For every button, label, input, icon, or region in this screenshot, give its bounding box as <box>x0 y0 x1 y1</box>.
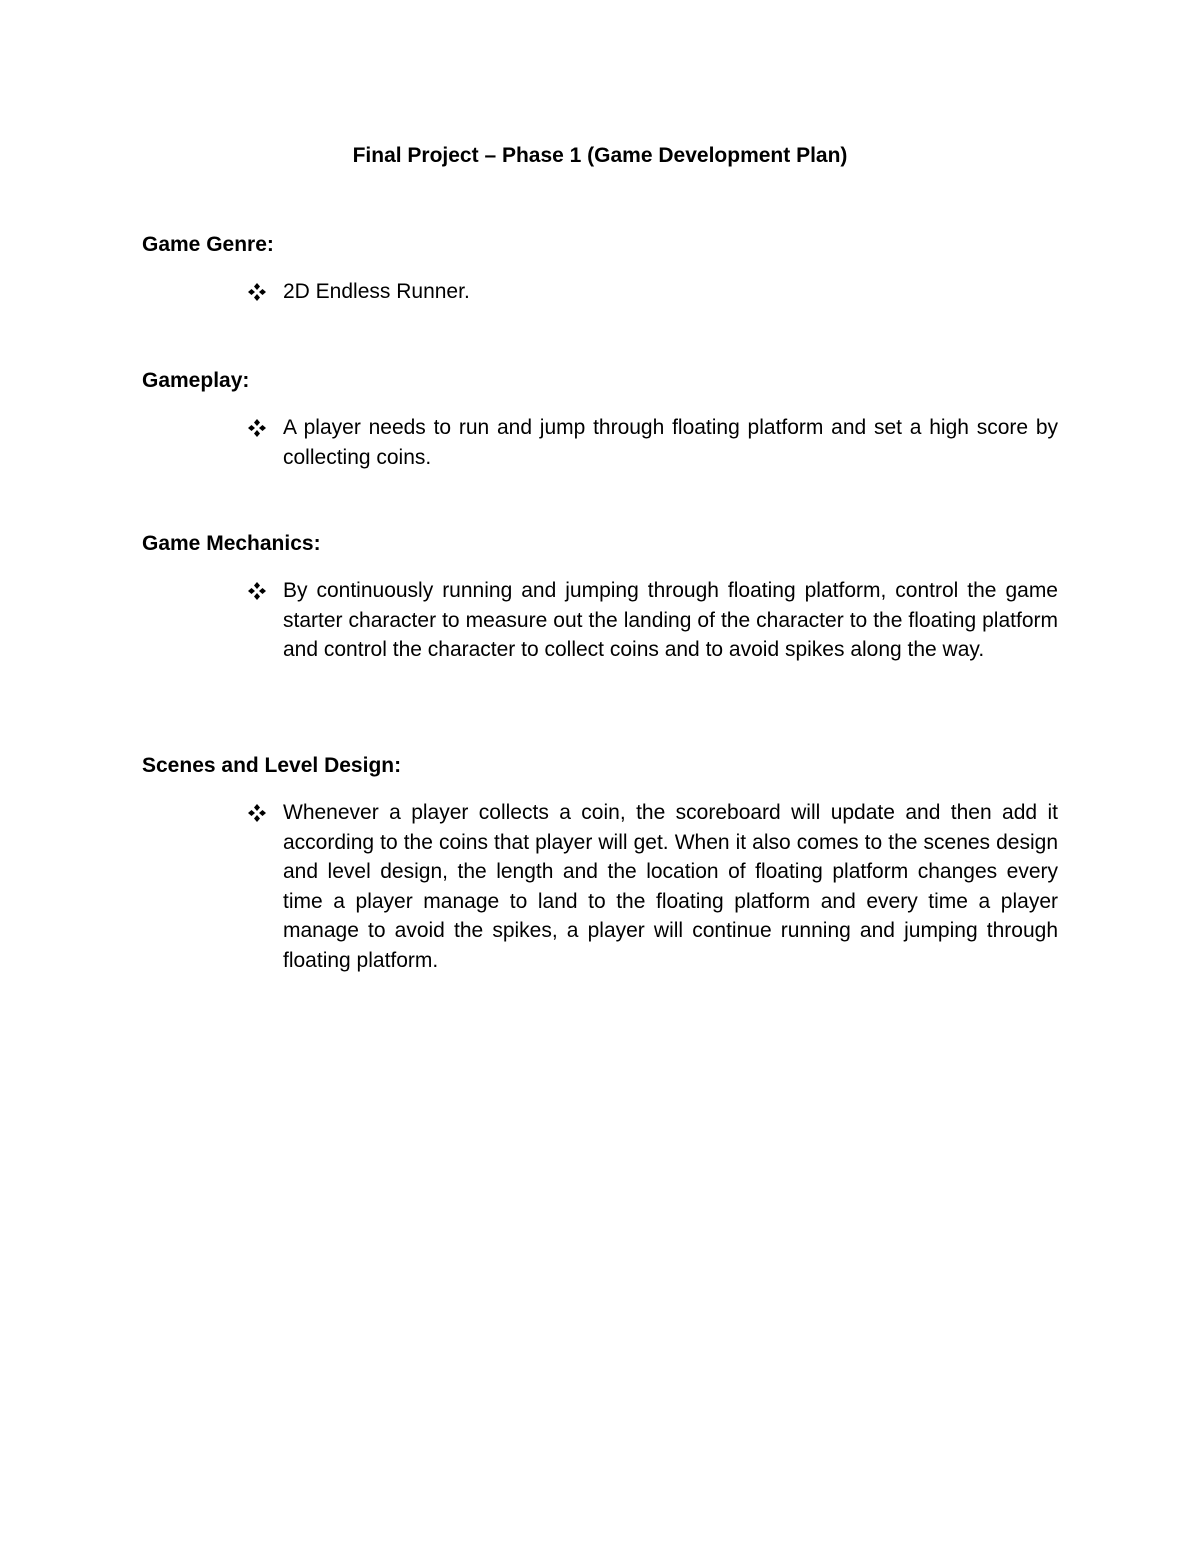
diamond-bullet-icon <box>247 581 267 601</box>
bullet-item <box>142 798 1058 975</box>
bullet-item <box>142 413 1058 472</box>
section-heading: Scenes and Level Design: <box>142 754 402 777</box>
bullet-text: Whenever a player collects a coin, the scoreboard will update and then add it according to the coins that player will get. When it also comes to the scenes design and level design, the length and the location of floating platform changes every time a player manage to land to the floating platform and every time a player manage to avoid the spikes, a player will continue running and jumping through floating platform. <box>283 801 1058 972</box>
section-game-genre <box>142 231 1058 307</box>
bullet-item <box>142 576 1058 665</box>
section-heading: Gameplay: <box>142 369 250 392</box>
bullet-item <box>142 277 1058 307</box>
document-title: Final Project – Phase 1 (Game Development Plan) <box>352 144 848 167</box>
section-heading: Game Mechanics: <box>142 532 321 555</box>
diamond-bullet-icon <box>247 282 267 302</box>
section-game-mechanics <box>142 530 1058 665</box>
section-heading: Game Genre: <box>142 233 274 256</box>
bullet-text: A player needs to run and jump through floating platform and set a high score by collecting coins. <box>283 416 1058 469</box>
bullet-text: By continuously running and jumping through floating platform, control the game starter character to measure out the landing of the character to the floating platform and control the character to collect coins and to avoid spikes along the way. <box>283 579 1058 661</box>
section-scenes-level-design <box>142 752 1058 975</box>
diamond-bullet-icon <box>247 803 267 823</box>
diamond-bullet-icon <box>247 418 267 438</box>
section-gameplay <box>142 367 1058 472</box>
bullet-text: 2D Endless Runner. <box>283 280 470 303</box>
